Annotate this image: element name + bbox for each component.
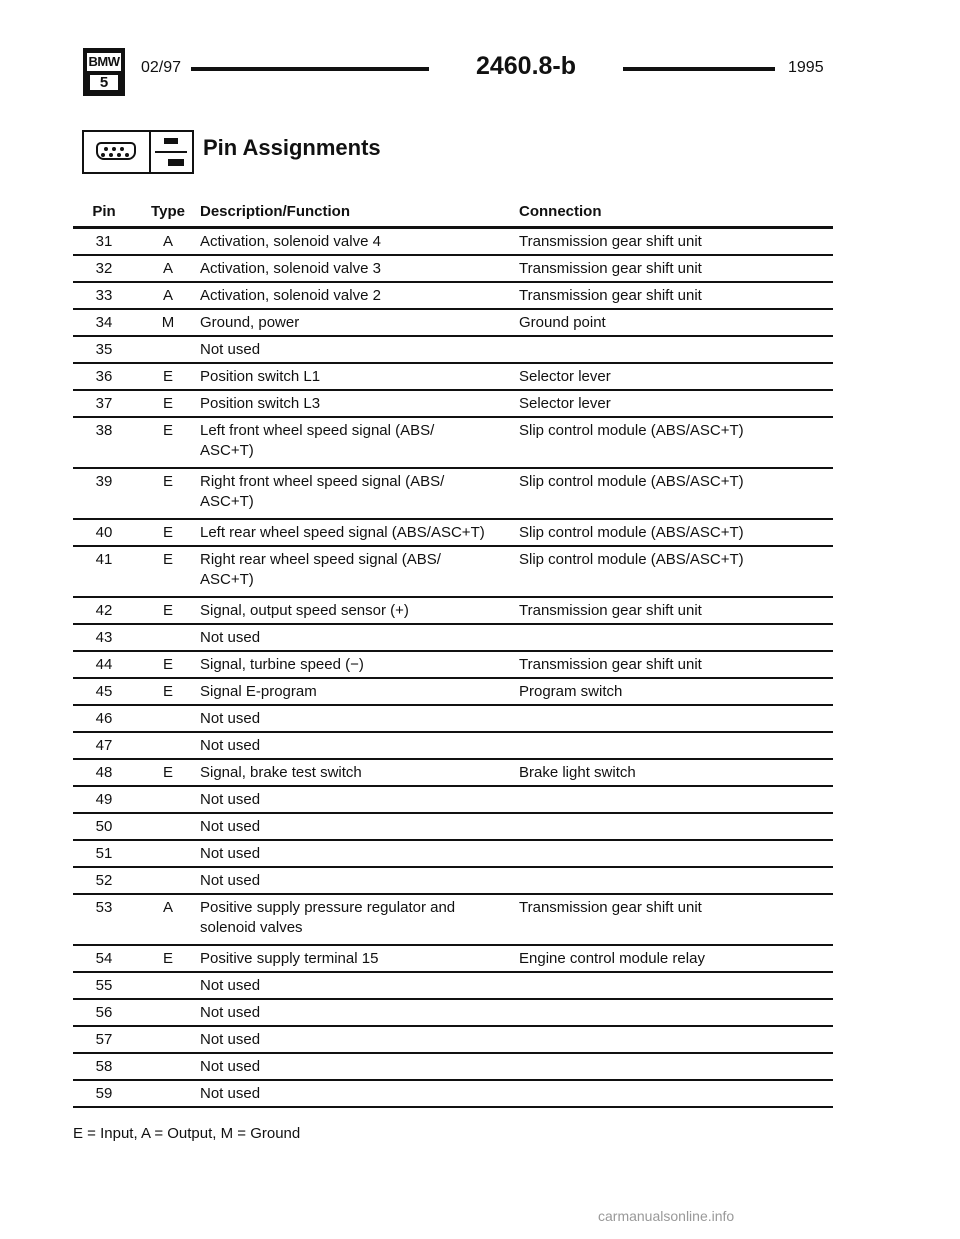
connection-cell-text: Transmission gear shift unit xyxy=(519,233,702,250)
description-cell-text: Activation, solenoid valve 2 xyxy=(200,287,381,304)
table-row xyxy=(73,706,833,733)
section-title: Pin Assignments xyxy=(203,135,381,160)
pin-cell-text: 48 xyxy=(95,764,113,781)
connection-cell-text: Transmission gear shift unit xyxy=(519,899,702,916)
table-row xyxy=(73,652,833,679)
description-cell-text: Not used xyxy=(200,1085,261,1102)
description-cell xyxy=(200,367,516,387)
pin-cell xyxy=(73,1057,135,1077)
pin-cell-text: 55 xyxy=(95,977,113,994)
table-row xyxy=(73,1081,833,1108)
pin-cell-text: 38 xyxy=(95,422,113,439)
connection-cell-text: Engine control module relay xyxy=(519,950,705,967)
type-cell xyxy=(143,523,193,543)
header-rule-left xyxy=(191,67,429,71)
connector-icon xyxy=(96,142,136,160)
type-cell-text: A xyxy=(162,899,173,916)
description-cell-text: Not used xyxy=(200,872,261,889)
pin-cell-text: 45 xyxy=(95,683,113,700)
type-cell-text: E xyxy=(162,656,173,673)
type-cell xyxy=(143,421,193,441)
description-cell xyxy=(200,898,516,938)
description-cell xyxy=(200,550,516,590)
description-cell xyxy=(200,232,516,252)
pin-cell xyxy=(73,871,135,891)
pin-cell-text: 33 xyxy=(95,287,113,304)
connection-cell-text: Selector lever xyxy=(519,368,611,385)
pin-cell-text: 40 xyxy=(95,524,113,541)
description-cell-text: Position switch L1 xyxy=(200,368,321,385)
header-year: 1995 xyxy=(788,59,824,76)
pin-cell xyxy=(73,523,135,543)
table-row xyxy=(73,946,833,973)
description-cell-text: Not used xyxy=(200,1004,261,1021)
type-cell-text: M xyxy=(161,314,175,331)
pin-cell-text: 44 xyxy=(95,656,113,673)
page-header xyxy=(83,48,828,98)
connection-cell xyxy=(519,523,819,543)
table-row xyxy=(73,787,833,814)
connection-cell-text: Slip control module (ABS/ASC+T) xyxy=(519,524,744,541)
pin-cell xyxy=(73,259,135,279)
description-cell-continued: solenoid valves xyxy=(200,919,303,936)
connection-cell xyxy=(519,232,819,252)
description-cell-text: Activation, solenoid valve 4 xyxy=(200,233,381,250)
connection-cell xyxy=(519,655,819,675)
type-cell xyxy=(143,313,193,333)
table-row xyxy=(73,520,833,547)
pin-cell-text: 54 xyxy=(95,950,113,967)
description-cell-text: Positive supply terminal 15 xyxy=(200,950,379,967)
description-cell-text: Signal E-program xyxy=(200,683,317,700)
connection-cell-text: Slip control module (ABS/ASC+T) xyxy=(519,422,744,439)
table-row xyxy=(73,391,833,418)
pin-cell xyxy=(73,817,135,837)
description-cell-text: Not used xyxy=(200,845,261,862)
connection-cell xyxy=(519,550,819,570)
connection-cell xyxy=(519,763,819,783)
section-icon-box xyxy=(82,130,194,174)
pin-cell xyxy=(73,340,135,360)
pin-cell-text: 58 xyxy=(95,1058,113,1075)
connection-cell-text: Slip control module (ABS/ASC+T) xyxy=(519,551,744,568)
pin-cell xyxy=(73,790,135,810)
header-pin: Pin xyxy=(92,203,116,220)
description-cell xyxy=(200,472,516,512)
connection-cell-text: Brake light switch xyxy=(519,764,636,781)
description-cell xyxy=(200,790,516,810)
plug-icon xyxy=(164,138,178,144)
pin-cell xyxy=(73,367,135,387)
type-cell xyxy=(143,550,193,570)
type-cell-text: E xyxy=(162,524,173,541)
connection-cell xyxy=(519,682,819,702)
type-cell xyxy=(143,259,193,279)
type-cell xyxy=(143,655,193,675)
connection-cell xyxy=(519,259,819,279)
pin-assignment-table xyxy=(73,200,833,1108)
header-rule-right xyxy=(623,67,775,71)
description-cell xyxy=(200,1003,516,1023)
description-cell-text: Not used xyxy=(200,737,261,754)
description-cell xyxy=(200,1084,516,1104)
table-row xyxy=(73,337,833,364)
type-cell xyxy=(143,601,193,621)
description-cell xyxy=(200,871,516,891)
pin-cell xyxy=(73,1003,135,1023)
connection-cell-text: Transmission gear shift unit xyxy=(519,602,702,619)
description-cell-text: Right rear wheel speed signal (ABS/ xyxy=(200,551,441,568)
bmw-logo-text: BMW xyxy=(88,54,120,69)
type-cell-text: E xyxy=(162,473,173,490)
bmw-logo xyxy=(83,48,125,96)
type-cell xyxy=(143,394,193,414)
table-row xyxy=(73,841,833,868)
type-cell-text: A xyxy=(162,260,173,277)
type-cell-text: E xyxy=(162,602,173,619)
pin-cell xyxy=(73,844,135,864)
type-legend: E = Input, A = Output, M = Ground xyxy=(73,1125,301,1142)
pin-cell-text: 57 xyxy=(95,1031,113,1048)
description-cell xyxy=(200,949,516,969)
description-cell xyxy=(200,523,516,543)
description-cell xyxy=(200,259,516,279)
description-cell-text: Not used xyxy=(200,1031,261,1048)
description-cell-text: Not used xyxy=(200,1058,261,1075)
type-cell-text: E xyxy=(162,950,173,967)
description-cell-continued: ASC+T) xyxy=(200,571,254,588)
pin-cell-text: 32 xyxy=(95,260,113,277)
table-row xyxy=(73,418,833,469)
connection-cell xyxy=(519,472,819,492)
description-cell-text: Signal, brake test switch xyxy=(200,764,362,781)
pin-cell-text: 34 xyxy=(95,314,113,331)
connection-cell-text: Transmission gear shift unit xyxy=(519,287,702,304)
description-cell xyxy=(200,763,516,783)
pin-cell-text: 35 xyxy=(95,341,113,358)
description-cell xyxy=(200,736,516,756)
description-cell xyxy=(200,628,516,648)
pin-cell-text: 47 xyxy=(95,737,113,754)
series-number: 5 xyxy=(90,75,118,90)
table-row xyxy=(73,364,833,391)
pin-cell-text: 41 xyxy=(95,551,113,568)
connection-cell xyxy=(519,949,819,969)
pin-cell-text: 59 xyxy=(95,1085,113,1102)
pin-cell-text: 36 xyxy=(95,368,113,385)
type-cell xyxy=(143,286,193,306)
pin-cell xyxy=(73,550,135,570)
pin-cell xyxy=(73,1084,135,1104)
pin-cell-text: 52 xyxy=(95,872,113,889)
pin-cell-text: 50 xyxy=(95,818,113,835)
description-cell xyxy=(200,655,516,675)
pin-cell xyxy=(73,472,135,492)
connection-cell-text: Slip control module (ABS/ASC+T) xyxy=(519,473,744,490)
type-cell xyxy=(143,367,193,387)
description-cell xyxy=(200,340,516,360)
connection-cell xyxy=(519,421,819,441)
table-row xyxy=(73,310,833,337)
table-header xyxy=(73,200,833,229)
description-cell xyxy=(200,601,516,621)
connection-cell xyxy=(519,313,819,333)
table-row xyxy=(73,760,833,787)
type-cell-text: E xyxy=(162,551,173,568)
table-row xyxy=(73,283,833,310)
table-row xyxy=(73,547,833,598)
pin-cell-text: 53 xyxy=(95,899,113,916)
description-cell xyxy=(200,394,516,414)
connection-cell-text: Program switch xyxy=(519,683,623,700)
pin-cell-text: 31 xyxy=(95,233,113,250)
table-body xyxy=(73,229,833,1108)
connection-cell xyxy=(519,601,819,621)
table-row xyxy=(73,1000,833,1027)
table-row xyxy=(73,1054,833,1081)
type-cell-text: E xyxy=(162,764,173,781)
description-cell-continued: ASC+T) xyxy=(200,493,254,510)
pin-cell xyxy=(73,286,135,306)
connection-cell-text: Transmission gear shift unit xyxy=(519,656,702,673)
document-number: 2460.8-b xyxy=(475,52,577,80)
table-row xyxy=(73,814,833,841)
pin-cell xyxy=(73,601,135,621)
pin-cell xyxy=(73,313,135,333)
description-cell-text: Not used xyxy=(200,818,261,835)
pin-cell-text: 39 xyxy=(95,473,113,490)
type-cell xyxy=(143,232,193,252)
header-connection: Connection xyxy=(519,203,602,220)
type-cell xyxy=(143,472,193,492)
description-cell-text: Left rear wheel speed signal (ABS/ASC+T) xyxy=(200,524,485,541)
type-cell xyxy=(143,682,193,702)
pin-cell-text: 46 xyxy=(95,710,113,727)
description-cell-text: Not used xyxy=(200,629,261,646)
pin-cell-text: 37 xyxy=(95,395,113,412)
table-row xyxy=(73,256,833,283)
table-row xyxy=(73,1027,833,1054)
header-type: Type xyxy=(151,203,185,220)
description-cell-text: Signal, output speed sensor (+) xyxy=(200,602,409,619)
table-row xyxy=(73,598,833,625)
type-cell xyxy=(143,949,193,969)
description-cell-text: Left front wheel speed signal (ABS/ xyxy=(200,422,435,439)
table-row xyxy=(73,973,833,1000)
description-cell xyxy=(200,1057,516,1077)
description-cell-text: Activation, solenoid valve 3 xyxy=(200,260,381,277)
table-row xyxy=(73,868,833,895)
pin-cell xyxy=(73,976,135,996)
connection-cell xyxy=(519,898,819,918)
description-cell xyxy=(200,817,516,837)
description-cell xyxy=(200,313,516,333)
description-cell-text: Not used xyxy=(200,791,261,808)
type-cell-text: E xyxy=(162,368,173,385)
pin-cell-text: 49 xyxy=(95,791,113,808)
description-cell-text: Signal, turbine speed (−) xyxy=(200,656,364,673)
pin-cell xyxy=(73,421,135,441)
description-cell xyxy=(200,421,516,461)
connection-cell-text: Transmission gear shift unit xyxy=(519,260,702,277)
connection-cell xyxy=(519,286,819,306)
connection-cell xyxy=(519,367,819,387)
table-row xyxy=(73,469,833,520)
header-description: Description/Function xyxy=(200,203,350,220)
description-cell-text: Ground, power xyxy=(200,314,300,331)
description-cell-text: Not used xyxy=(200,710,261,727)
table-row xyxy=(73,733,833,760)
table-row xyxy=(73,625,833,652)
description-cell-text: Positive supply pressure regulator and xyxy=(200,899,456,916)
description-cell xyxy=(200,709,516,729)
table-row xyxy=(73,895,833,946)
pin-cell xyxy=(73,1030,135,1050)
pin-cell xyxy=(73,628,135,648)
connection-cell xyxy=(519,394,819,414)
connection-cell-text: Ground point xyxy=(519,314,606,331)
pin-cell xyxy=(73,736,135,756)
connection-cell-text: Selector lever xyxy=(519,395,611,412)
pin-cell xyxy=(73,949,135,969)
type-cell xyxy=(143,763,193,783)
description-cell-text: Right front wheel speed signal (ABS/ xyxy=(200,473,445,490)
pin-cell xyxy=(73,232,135,252)
description-cell xyxy=(200,844,516,864)
header-date: 02/97 xyxy=(141,59,182,76)
pin-cell-text: 51 xyxy=(95,845,113,862)
pin-cell-text: 43 xyxy=(95,629,113,646)
type-cell-text: A xyxy=(162,233,173,250)
pin-cell-text: 56 xyxy=(95,1004,113,1021)
pin-cell xyxy=(73,763,135,783)
description-cell xyxy=(200,286,516,306)
pin-cell xyxy=(73,682,135,702)
description-cell xyxy=(200,682,516,702)
table-row xyxy=(73,229,833,256)
description-cell xyxy=(200,976,516,996)
pin-cell xyxy=(73,709,135,729)
type-cell xyxy=(143,898,193,918)
description-cell xyxy=(200,1030,516,1050)
type-cell-text: A xyxy=(162,287,173,304)
type-cell-text: E xyxy=(162,395,173,412)
description-cell-text: Position switch L3 xyxy=(200,395,321,412)
description-cell-text: Not used xyxy=(200,341,261,358)
type-cell-text: E xyxy=(162,683,173,700)
pin-cell xyxy=(73,898,135,918)
pin-cell xyxy=(73,394,135,414)
description-cell-text: Not used xyxy=(200,977,261,994)
pin-cell-text: 42 xyxy=(95,602,113,619)
table-row xyxy=(73,679,833,706)
type-cell-text: E xyxy=(162,422,173,439)
description-cell-continued: ASC+T) xyxy=(200,442,254,459)
watermark: carmanualsonline.info xyxy=(598,1208,735,1224)
pin-cell xyxy=(73,655,135,675)
